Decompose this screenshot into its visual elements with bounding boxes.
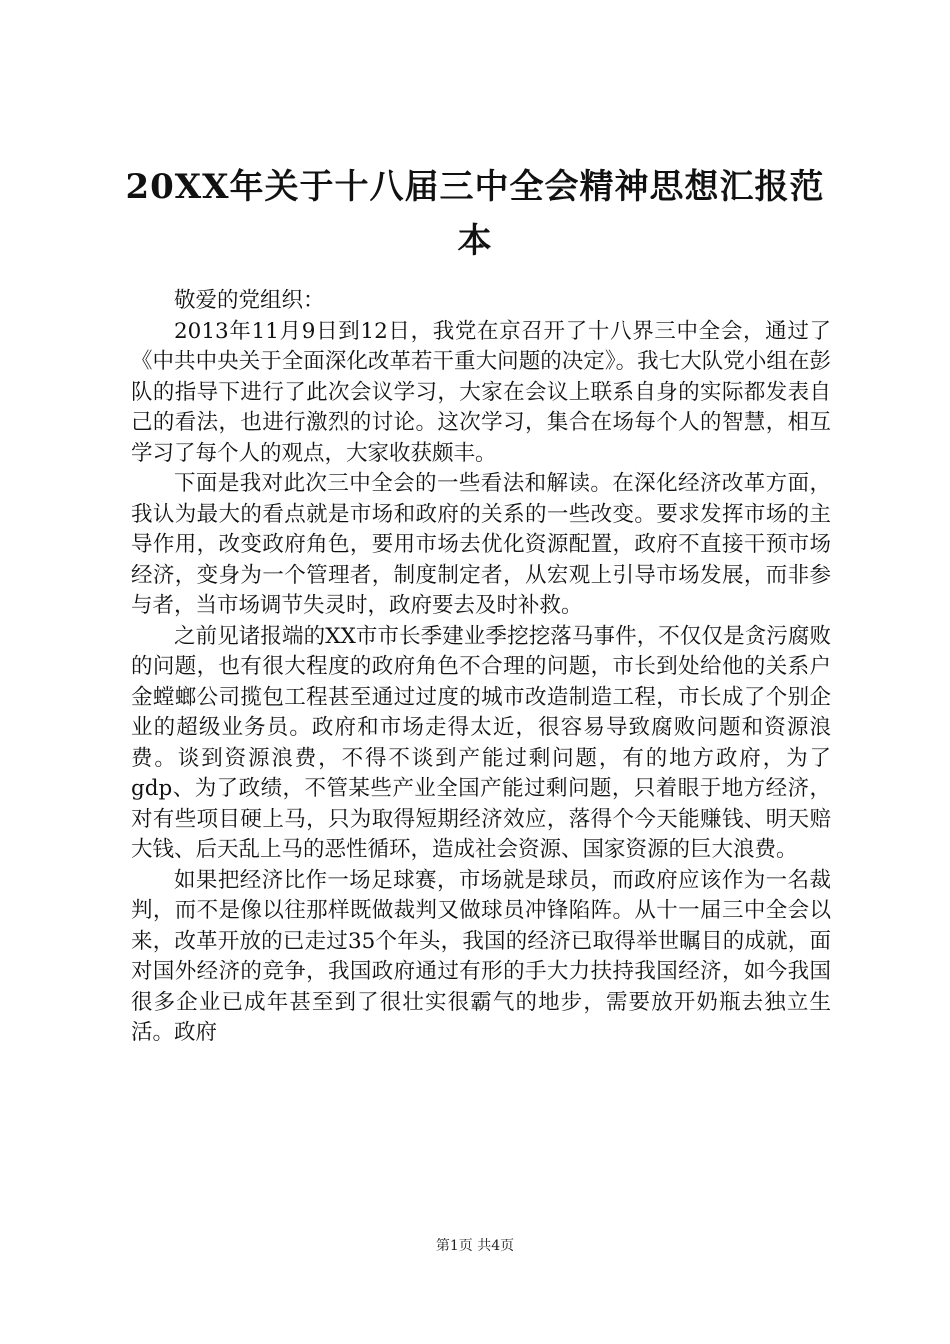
document-title: 20XX年关于十八届三中全会精神思想汇报范本 — [125, 167, 825, 261]
body-paragraph: 如果把经济比作一场足球赛，市场就是球员，而政府应该作为一名裁判，而不是像以往那样既做裁判又做球员冲锋陷阵。从十一届三中全会以来，改革开放的已走过35个年头，我国的经济已取得举世瞩目的成就，面对国外经济的竞争，我国政府通过有形的手大力扶持我国经济，如今我国很多企业已成年甚至到了很壮实很霸气的地步，需要放开奶瓶去独立生活。政府 — [131, 867, 831, 1045]
salutation-paragraph: 敬爱的党组织： — [174, 288, 325, 313]
body-paragraph: 之前见诸报端的XX市市长季建业季挖挖落马事件，不仅仅是贪污腐败的问题，也有很大程度的政府角色不合理的问题，市长到处给他的关系户金螳螂公司揽包工程甚至通过过度的城市改造制造工程，市长成了个别企业的超级业务员。政府和市场走得太近，很容易导致腐败问题和资源浪费。谈到资源浪费，不得不谈到产能过剩问题，有的地方政府，为了gdp、为了政绩，不管某些产业全国产能过剩问题，只着眼于地方经济，对有些项目硬上马，只为取得短期经济效应，落得个今天能赚钱、明天赔大钱、后天乱上马的恶性循环，造成社会资源、国家资源的巨大浪费。 — [131, 623, 831, 862]
page-footer: 第1页 共4页 — [435, 1238, 515, 1254]
body-paragraph: 2013年11月9日到12日，我党在京召开了十八界三中全会，通过了《中共中央关于全面深化改革若干重大问题的决定》。我七大队党小组在彭队的指导下进行了此次会议学习，大家在会议上联系自身的实际都发表自己的看法，也进行激烈的讨论。这次学习，集合在场每个人的智慧，相互学习了每个人的观点，大家收获颇丰。 — [131, 318, 831, 466]
document-body — [131, 286, 831, 1049]
body-paragraph: 下面是我对此次三中全会的一些看法和解读。在深化经济改革方面，我认为最大的看点就是市场和政府的关系的一些改变。要求发挥市场的主导作用，改变政府角色，要用市场去优化资源配置，政府不直接干预市场经济，变身为一个管理者，制度制定者，从宏观上引导市场发展，而非参与者，当市场调节失灵时，政府要去及时补救。 — [131, 471, 831, 618]
